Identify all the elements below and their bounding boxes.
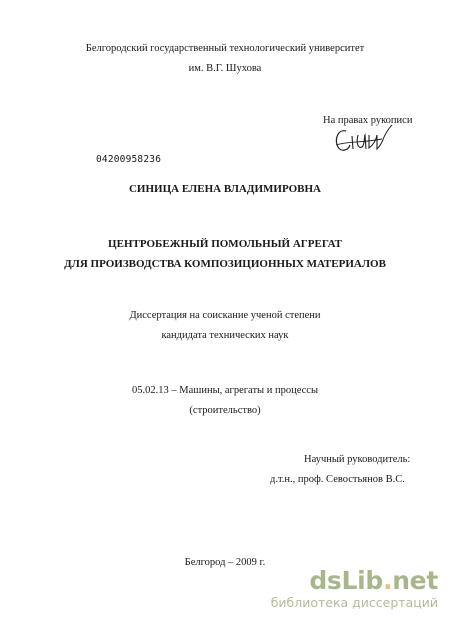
supervisor-name: д.т.н., проф. Севостьянов В.С.	[270, 474, 405, 485]
dissertation-title-line-1: ЦЕНТРОБЕЖНЫЙ ПОМОЛЬНЫЙ АГРЕГАТ	[108, 238, 342, 250]
watermark-brand: dsLib	[309, 566, 383, 595]
watermark-tld: net	[392, 566, 438, 595]
watermark-logo	[309, 567, 438, 595]
degree-line-2: кандидата технических наук	[161, 330, 289, 341]
city-year: Белгород – 2009 г.	[184, 557, 266, 568]
manuscript-rights-label: На правах рукописи	[323, 115, 413, 126]
specialty-code: 05.02.13 – Машины, агрегаты и процессы	[132, 385, 318, 396]
author-name: СИНИЦА ЕЛЕНА ВЛАДИМИРОВНА	[128, 183, 321, 195]
university-name: Белгородский государственный технологический университет	[85, 43, 365, 54]
watermark-subtitle: библиотека диссертаций	[270, 595, 438, 610]
specialty-branch: (строительство)	[189, 405, 261, 416]
catalog-number: 04200958236	[96, 154, 162, 165]
author-signature	[332, 121, 394, 157]
watermark-dot: .	[382, 566, 393, 595]
supervisor-label: Научный руководитель:	[304, 454, 411, 465]
dissertation-title-line-2: ДЛЯ ПРОИЗВОДСТВА КОМПОЗИЦИОННЫХ МАТЕРИАЛОВ	[64, 258, 386, 270]
dslib-watermark	[256, 567, 446, 613]
degree-line-1: Диссертация на соискание ученой степени	[129, 310, 321, 321]
university-named-after: им. В.Г. Шухова	[188, 63, 262, 74]
